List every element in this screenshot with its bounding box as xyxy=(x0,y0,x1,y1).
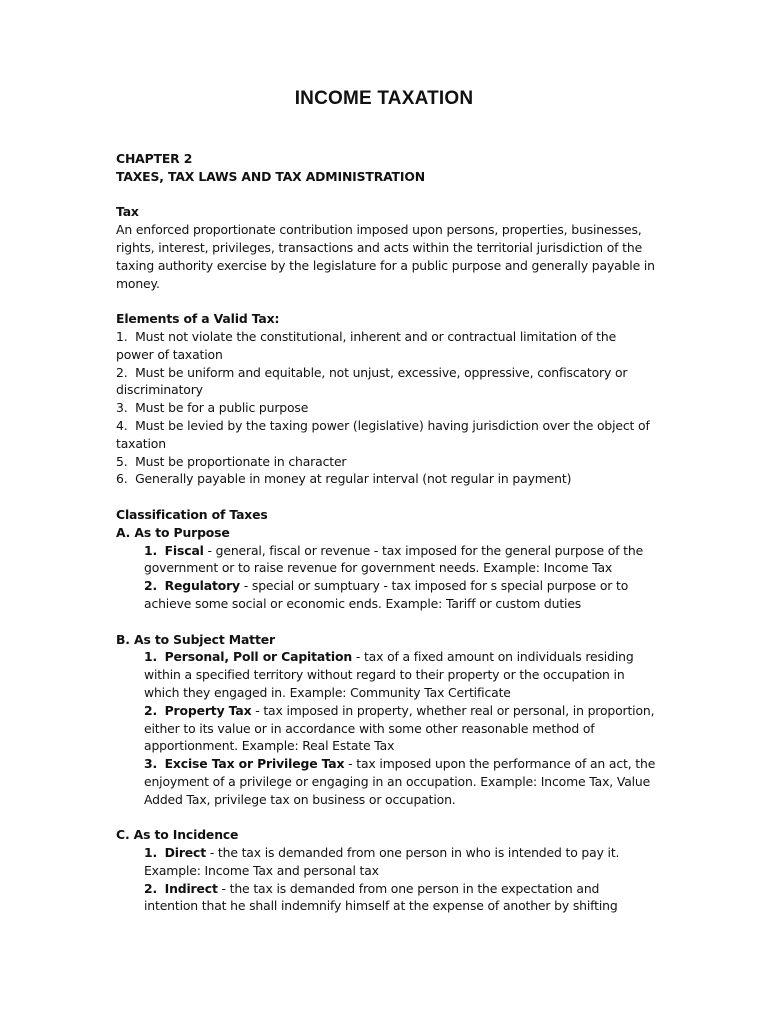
list-item: 2. Indirect - the tax is demanded from one person in the expectation and intention that he shall indemnify himself at the expense of another by shifting xyxy=(144,880,618,914)
list-item: 2. Property Tax - tax imposed in property, whether real or personal, in proportion, either to its value or in accordance with some other reasonable method of apportionment. Example: Real Estate Tax xyxy=(144,702,655,754)
classification-heading: Classification of Taxes xyxy=(116,506,268,522)
list-item: 6. Generally payable in money at regular interval (not regular in payment) xyxy=(116,471,572,487)
incidence-heading: C. As to Incidence xyxy=(116,827,239,843)
subject-matter-heading: B. As to Subject Matter xyxy=(116,631,275,647)
purpose-heading: A. As to Purpose xyxy=(116,524,230,540)
list-item: 1. Fiscal - general, fiscal or revenue - tax imposed for the general purpose of the government or to raise revenue for government needs. Example: Income Tax xyxy=(144,542,644,576)
list-item: 2. Regulatory - special or sumptuary - tax imposed for s special purpose or to achieve some social or economic ends. Example: Tariff or custom duties xyxy=(144,578,629,611)
subject-matter-list xyxy=(116,648,656,808)
list-item: 4. Must be levied by the taxing power (legislative) having jurisdiction over the object of taxation xyxy=(116,417,650,451)
tax-heading: Tax xyxy=(116,204,139,220)
document-title: INCOME TAXATION xyxy=(294,88,474,109)
document-body xyxy=(116,150,656,915)
list-item: 3. Must be for a public purpose xyxy=(116,400,309,416)
incidence-list xyxy=(116,844,656,915)
list-item: 3. Excise Tax or Privilege Tax - tax imposed upon the performance of an act, the enjoyment of a privilege or engaging in an occupation. Example: Income Tax, Value Added Tax, privilege tax on business or occupation. xyxy=(144,756,656,807)
list-item: 2. Must be uniform and equitable, not unjust, excessive, oppressive, confiscatory or discriminatory xyxy=(116,364,628,398)
list-item: 1. Direct - the tax is demanded from one person in who is intended to pay it. Example: Income Tax and personal tax xyxy=(144,845,620,878)
tax-definition: An enforced proportionate contribution imposed upon persons, properties, businesses, rights, interest, privileges, transactions and acts within the territorial jurisdiction of the taxing authority exercise by the legislature for a public purpose and generally payable in money. xyxy=(116,222,655,291)
elements-heading: Elements of a Valid Tax: xyxy=(116,311,280,327)
list-item: 1. Must not violate the constitutional, inherent and or contractual limitation of the power of taxation xyxy=(116,328,617,362)
list-item: 5. Must be proportionate in character xyxy=(116,453,347,469)
chapter-number: CHAPTER 2 xyxy=(116,151,193,166)
chapter-name: TAXES, TAX LAWS AND TAX ADMINISTRATION xyxy=(116,168,425,184)
purpose-list xyxy=(116,542,656,613)
elements-list xyxy=(116,328,656,488)
list-item: 1. Personal, Poll or Capitation - tax of a fixed amount on individuals residing within a specified territory without regard to their property or the occupation in which they engaged in. Example: Community Tax Certificate xyxy=(144,649,634,700)
